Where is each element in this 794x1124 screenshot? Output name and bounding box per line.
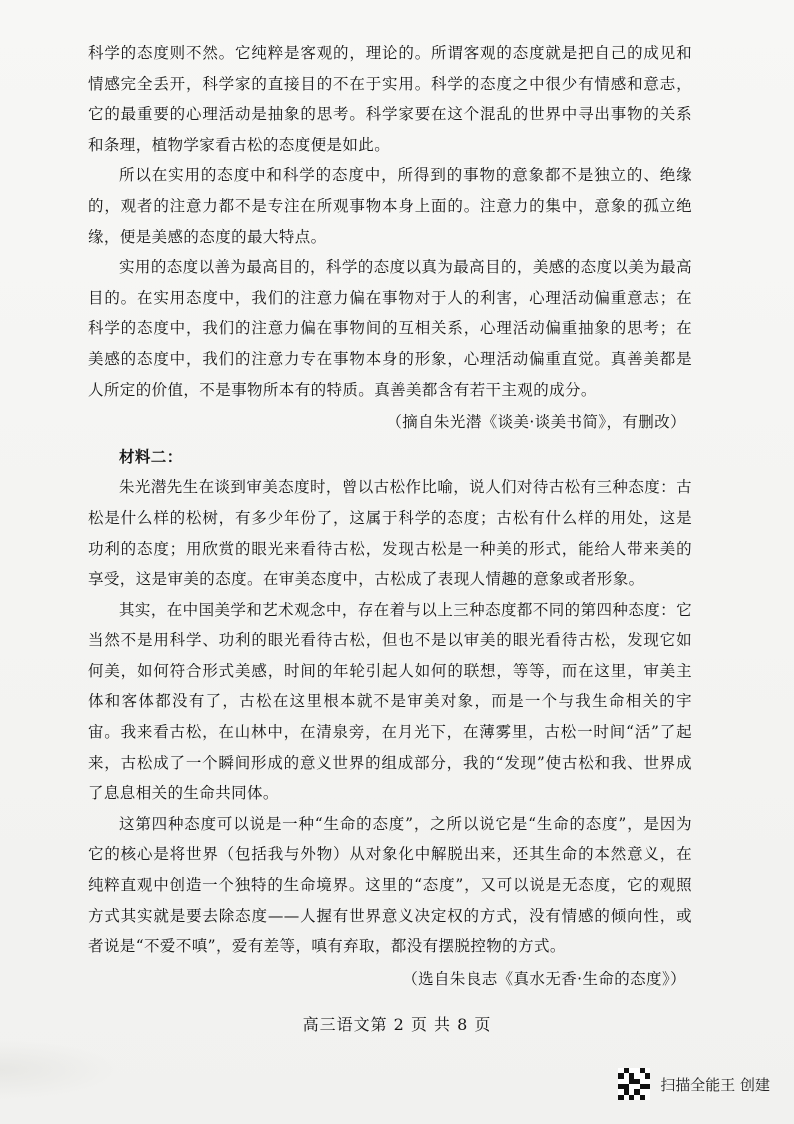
source-citation-1: （摘自朱光潜《谈美·谈美书简》，有删改） (386, 413, 686, 432)
document-body (88, 38, 692, 994)
paragraph-life-attitude: 这第四种态度可以说是一种“生命的态度”，之所以说它是“生命的态度”，是因为它的核心是将世界（包括我与外物）从对象化中解脱出来，还其生命的本然意义，在纯粹直观中创造一个独特的生命境界。这里的“态度”，又可以说是无态度，它的观照方式其实就是要去除态度——人握有世界意义决定权的方式，没有情感的倾向性，或者说是“不爱不嗔”，爱有差等，嗔有弃取，都没有摆脱控物的方式。 (88, 814, 692, 956)
scanner-watermark (618, 1068, 770, 1100)
paragraph-science-attitude: 科学的态度则不然。它纯粹是客观的，理论的。所谓客观的态度就是把自己的成见和情感完全丢开，科学家的直接目的不在于实用。科学的态度之中很少有情感和意志，它的最重要的心理活动是抽象的思考。科学家要在这个混乱的世界中寻出事物的关系和条理，植物学家看古松的态度便是如此。 (88, 44, 692, 154)
paragraph-fourth-attitude: 其实，在中国美学和艺术观念中，存在着与以上三种态度都不同的第四种态度：它当然不是用科学、功利的眼光看待古松，但也不是以审美的眼光看待古松，发现它如何美，如何符合形式美感，时间的年轮引起人如何的联想，等等，而在这里，审美主体和客体都没有了，古松在这里根本就不是审美对象，而是一个与我生命相关的宇宙。我来看古松，在山林中，在清泉旁，在月光下，在薄雾里，古松一时间“活”了起来，古松成了一个瞬间形成的意义世界的组成部分，我的“发现”使古松和我、世界成了息息相关的生命共同体。 (88, 600, 692, 803)
source-citation-2: （选自朱良志《真水无香·生命的态度》） (402, 969, 686, 988)
page-footer: 高三语文第 2 页 共 8 页 (302, 1015, 492, 1034)
watermark-label: 扫描全能王 创建 (660, 1075, 770, 1094)
paragraph-three-attitudes: 朱光潜先生在谈到审美态度时，曾以古松作比喻，说人们对待古松有三种态度：古松是什么样的松树，有多少年份了，这属于科学的态度；古松有什么样的用处，这是功利的态度；用欣赏的眼光来看待古松，发现古松是一种美的形式，能给人带来美的享受，这是审美的态度。在审美态度中，古松成了表现人情趣的意象或者形象。 (88, 478, 692, 589)
paragraph-attention: 所以在实用的态度中和科学的态度中，所得到的事物的意象都不是独立的、绝缘的，观者的注意力都不是专注在所观事物本身上面的。注意力的集中，意象的孤立绝缘，便是美感的态度的最大特点。 (88, 166, 692, 246)
paragraph-truth-good-beauty: 实用的态度以善为最高目的，科学的态度以真为最高目的，美感的态度以美为最高目的。在实用态度中，我们的注意力偏在事物对于人的利害，心理活动偏重意志；在科学的态度中，我们的注意力偏在事物间的互相关系，心理活动偏重抽象的思考；在美感的态度中，我们的注意力专在事物本身的形象，心理活动偏重直觉。真善美都是人所定的价值，不是事物所本有的特质。真善美都含有若干主观的成分。 (88, 258, 692, 399)
material-two-heading: 材料二： (119, 446, 183, 466)
scan-shadow (0, 1040, 120, 1100)
qr-code-icon (618, 1068, 650, 1100)
